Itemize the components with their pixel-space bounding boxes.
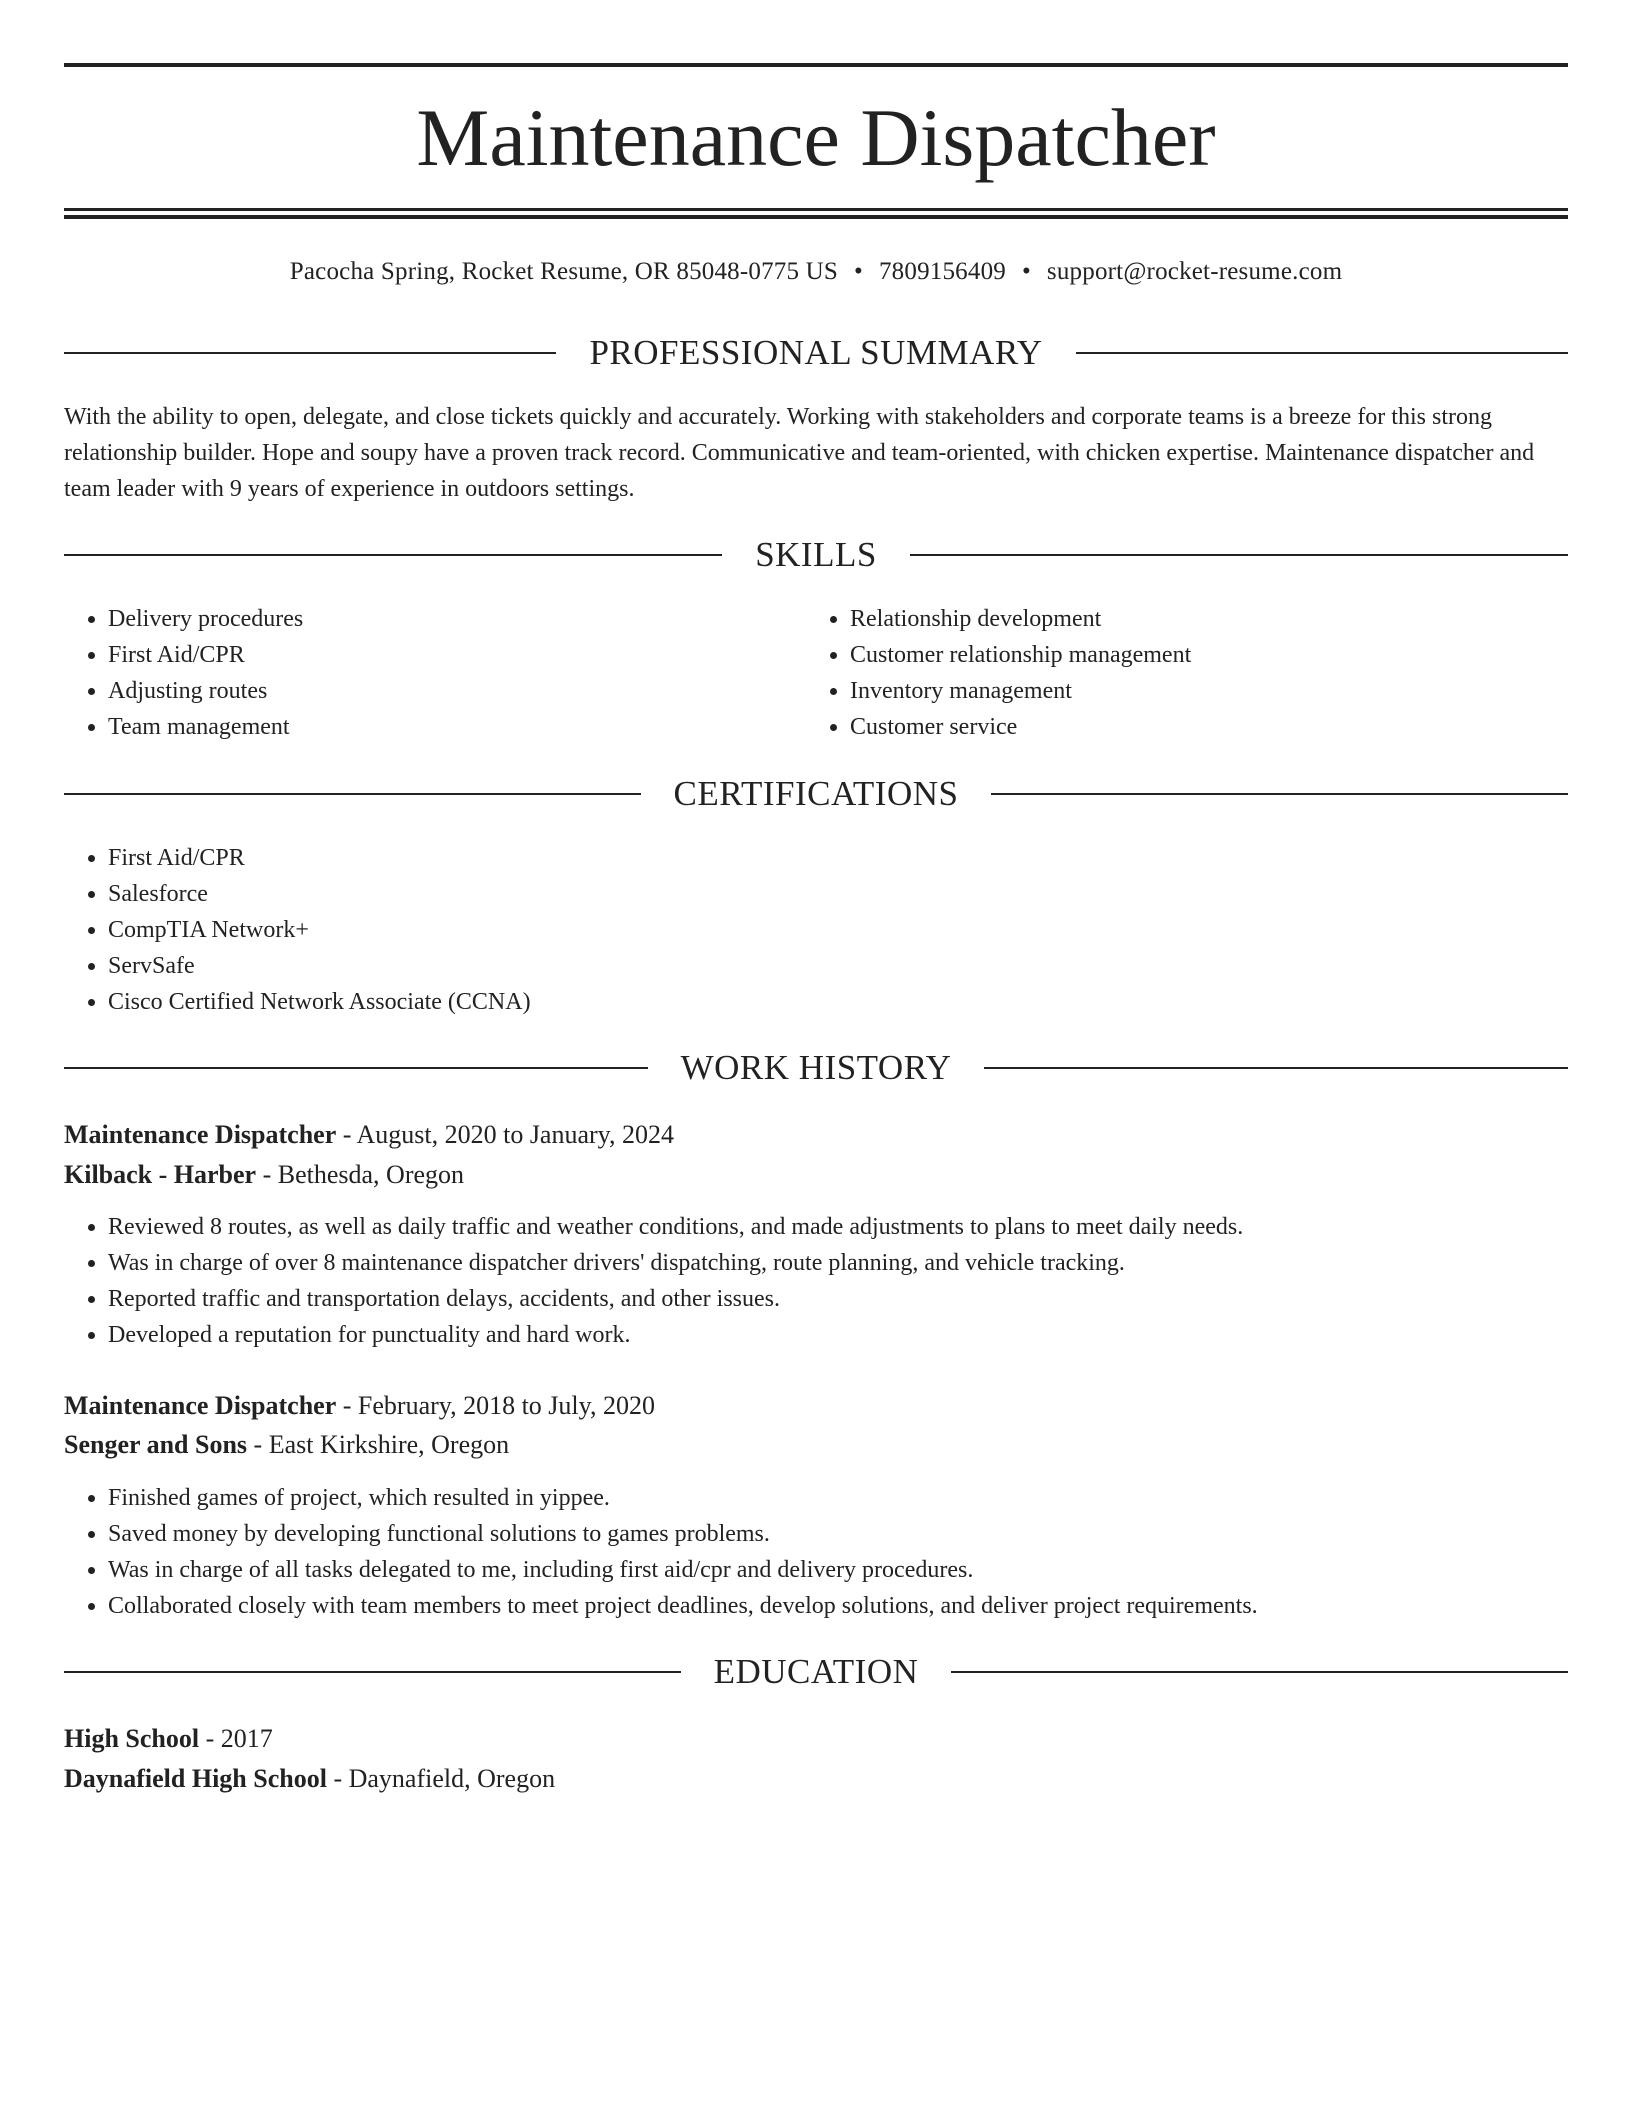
job-bullets — [64, 1480, 1588, 1624]
education-year: - 2017 — [199, 1724, 273, 1753]
certifications-list — [64, 840, 1508, 1020]
job-title: Maintenance Dispatcher — [64, 1391, 337, 1420]
summary-section-heading — [64, 331, 1568, 375]
certification-item: • ServSafe — [108, 948, 1508, 984]
heading-rule-left — [64, 1067, 648, 1069]
certifications-heading: CERTIFICATIONS — [673, 774, 959, 813]
heading-rule-right — [1076, 352, 1568, 354]
job-bullet: • Was in charge of over 8 maintenance dispatcher drivers' dispatching, route planning, and vehicle tracking. — [108, 1245, 1588, 1281]
summary-text: With the ability to open, delegate, and close tickets quickly and accurately. Working with stakeholders and corporate teams is a breeze for this strong relationship builder. Hope and soupy have a proven track record. Communicative and team-oriented, with chicken expertise. Maintenance dispatcher and team leader with 9 years of experience in outdoors settings. — [64, 404, 1535, 502]
heading-rule-left — [64, 793, 641, 795]
skills-list-left — [64, 601, 808, 745]
job-bullets — [64, 1209, 1588, 1353]
heading-rule-right — [984, 1067, 1568, 1069]
job-bullet: • Collaborated closely with team members to meet project deadlines, develop solutions, and deliver project requirements. — [108, 1588, 1588, 1624]
job-location: - East Kirkshire, Oregon — [247, 1430, 510, 1459]
skills-section-heading — [64, 533, 1568, 577]
contact-address: Pacocha Spring, Rocket Resume, OR 85048-0775 US — [289, 258, 839, 285]
work-heading: WORK HISTORY — [680, 1048, 952, 1087]
education-location: - Daynafield, Oregon — [326, 1764, 556, 1793]
job-company-line — [64, 1157, 464, 1193]
job-title-line — [64, 1388, 655, 1424]
certifications-section-heading — [64, 772, 1568, 816]
job-bullet: • Reviewed 8 routes, as well as daily traffic and weather conditions, and made adjustments to plans to meet daily needs. — [108, 1209, 1588, 1245]
contact-separator: • — [1021, 258, 1031, 285]
heading-rule-left — [64, 352, 556, 354]
job-bullet: • Was in charge of all tasks delegated to me, including first aid/cpr and delivery procedures. — [108, 1552, 1588, 1588]
skill-item: • Customer service — [850, 709, 1550, 745]
heading-rule-left — [64, 554, 722, 556]
skill-item: • Relationship development — [850, 601, 1550, 637]
certification-item: • Salesforce — [108, 876, 1508, 912]
work-section-heading — [64, 1046, 1568, 1090]
heading-rule-left — [64, 1671, 681, 1673]
certification-item: • First Aid/CPR — [108, 840, 1508, 876]
certification-item: • Cisco Certified Network Associate (CCNA) — [108, 984, 1508, 1020]
skill-item: • Team management — [108, 709, 808, 745]
contact-phone: 7809156409 — [878, 258, 1006, 285]
education-school-line — [64, 1761, 555, 1797]
education-section-heading — [64, 1650, 1568, 1694]
job-dates: - February, 2018 to July, 2020 — [336, 1391, 655, 1420]
job-title: Maintenance Dispatcher — [64, 1120, 337, 1149]
header-top-rule — [64, 63, 1568, 67]
contact-line — [64, 254, 1568, 290]
education-heading: EDUCATION — [713, 1652, 919, 1691]
education-school: Daynafield High School — [64, 1764, 327, 1793]
heading-rule-right — [991, 793, 1568, 795]
job-company: Kilback - Harber — [64, 1160, 257, 1189]
skills-list-right — [806, 601, 1550, 745]
skill-item: • Customer relationship management — [850, 637, 1550, 673]
job-bullet: • Developed a reputation for punctuality and hard work. — [108, 1317, 1588, 1353]
skills-heading: SKILLS — [755, 535, 877, 574]
education-degree-line — [64, 1721, 273, 1757]
contact-separator: • — [854, 258, 863, 285]
header-bottom-rule — [64, 208, 1568, 211]
education-degree: High School — [64, 1724, 200, 1753]
contact-email: support@rocket-resume.com — [1046, 258, 1343, 285]
job-company: Senger and Sons — [64, 1430, 248, 1459]
skill-item: • Delivery procedures — [108, 601, 808, 637]
skill-item: • Adjusting routes — [108, 673, 808, 709]
skill-item: • First Aid/CPR — [108, 637, 808, 673]
job-company-line — [64, 1427, 509, 1463]
job-location: - Bethesda, Oregon — [256, 1160, 465, 1189]
skill-item: • Inventory management — [850, 673, 1550, 709]
job-dates: - August, 2020 to January, 2024 — [336, 1120, 674, 1149]
summary-heading: PROFESSIONAL SUMMARY — [589, 333, 1043, 372]
resume-title: Maintenance Dispatcher — [416, 92, 1216, 183]
heading-rule-right — [951, 1671, 1568, 1673]
job-bullet: • Finished games of project, which resulted in yippee. — [108, 1480, 1588, 1516]
certification-item: • CompTIA Network+ — [108, 912, 1508, 948]
job-bullet: • Saved money by developing functional solutions to games problems. — [108, 1516, 1588, 1552]
header-bottom-rule-thick — [64, 215, 1568, 219]
job-bullet: • Reported traffic and transportation delays, accidents, and other issues. — [108, 1281, 1588, 1317]
heading-rule-right — [910, 554, 1568, 556]
job-title-line — [64, 1117, 674, 1153]
